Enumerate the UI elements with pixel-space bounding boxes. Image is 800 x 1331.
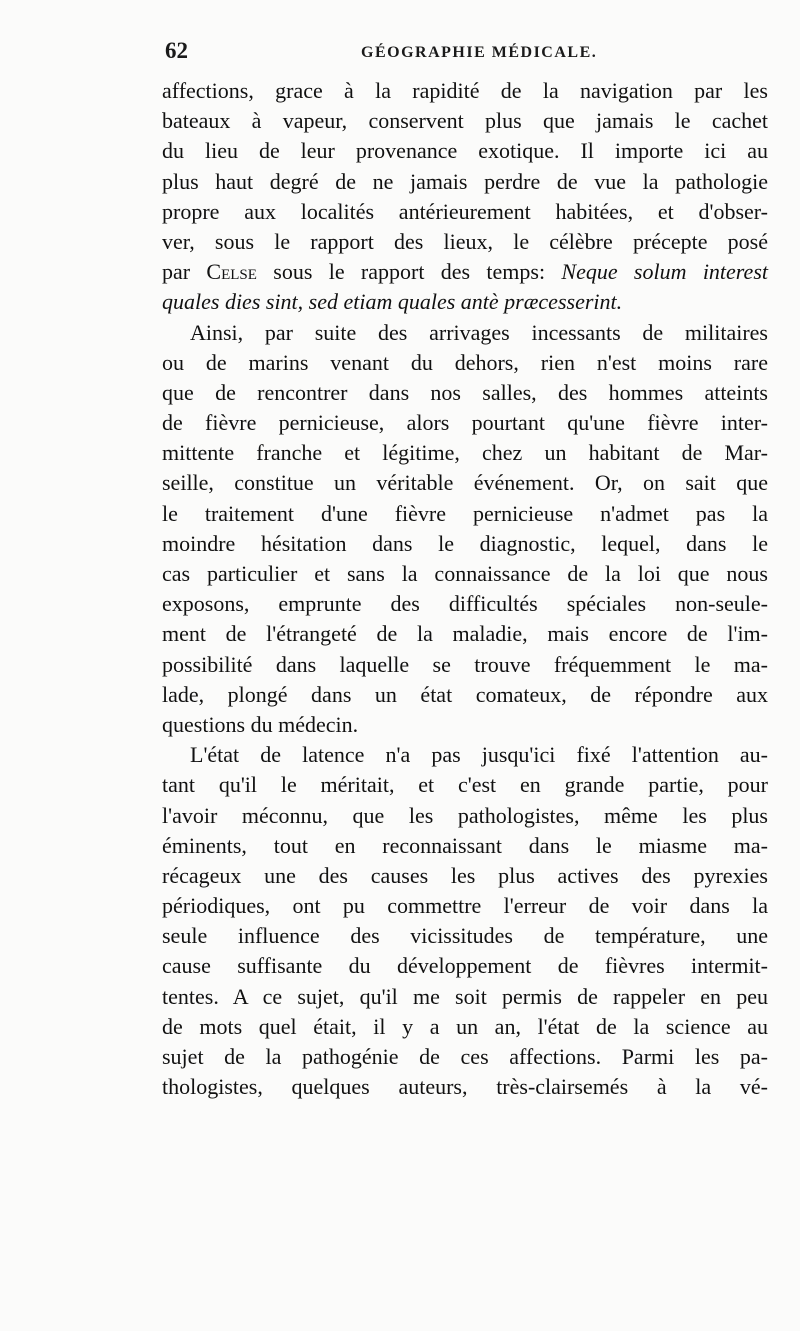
text-line: cause suffisante du développement de fièvres intermit- (162, 953, 768, 979)
text-line: bateaux à vapeur, conservent plus que jamais le cachet (162, 108, 768, 134)
text-line: périodiques, ont pu commettre l'erreur de voir dans la (162, 893, 768, 919)
text-line: le traitement d'une fièvre pernicieuse n'admet pas la (162, 500, 768, 526)
text-line: tant qu'il le méritait, et c'est en grande partie, pour (162, 772, 768, 798)
text-line: ment de l'étrangeté de la maladie, mais encore de l'im- (162, 621, 768, 647)
latin-quote: Neque solum interest (561, 259, 768, 285)
text-fragment: sous le rapport des temps: (256, 259, 562, 285)
text-line: que de rencontrer dans nos salles, des hommes atteints (162, 379, 768, 405)
text-line: questions du médecin. (162, 711, 359, 737)
text-line: sujet de la pathogénie de ces affections. Parmi les pa- (162, 1044, 768, 1069)
text-line: du lieu de leur provenance exotique. Il importe ici au (162, 138, 768, 164)
latin-quote: quales dies sint, sed etiam quales antè præcesserint. (162, 289, 623, 315)
paragraph-start-line: Ainsi, par suite des arrivages incessants de militaires (190, 319, 768, 345)
text-line: cas particulier et sans la connaissance de la loi que nous (162, 561, 768, 586)
text-line: de mots quel était, il y a un an, l'état de la science au (162, 1013, 768, 1039)
paragraph-start-line: L'état de latence n'a pas jusqu'ici fixé l'attention au- (190, 742, 768, 768)
text-line: exposons, emprunte des difficultés spéciales non-seule- (162, 591, 768, 617)
text-line: tentes. A ce sujet, qu'il me soit permis de rappeler en peu (162, 983, 768, 1009)
text-line: mittente franche et légitime, chez un habitant de Mar- (162, 440, 768, 466)
text-line: propre aux localités antérieurement habitées, et d'obser- (162, 198, 768, 224)
text-line: lade, plongé dans un état comateux, de répondre aux (162, 681, 768, 707)
text-line: de fièvre pernicieuse, alors pourtant qu'une fièvre inter- (162, 410, 768, 436)
text-fragment: par (162, 259, 207, 285)
page-number: 62 (165, 38, 188, 63)
author-name-celse: Celse (206, 259, 257, 285)
text-line: affections, grace à la rapidité de la navigation par les (162, 78, 768, 103)
text-line: moindre hésitation dans le diagnostic, lequel, dans le (162, 530, 768, 556)
body-text (162, 76, 768, 1102)
running-title: GÉOGRAPHIE MÉDICALE. (361, 44, 598, 61)
text-line: seille, constitue un véritable événement. Or, on sait que (162, 470, 768, 496)
text-line: ver, sous le rapport des lieux, le célèbre précepte posé (162, 228, 768, 254)
text-line: récageux une des causes les plus actives des pyrexies (162, 862, 768, 888)
text-line: ou de marins venant du dehors, rien n'est moins rare (162, 349, 768, 375)
page-header (165, 30, 765, 70)
text-line-citation (162, 257, 768, 287)
text-line: thologistes, quelques auteurs, très-clairsemés à la vé- (162, 1074, 768, 1100)
text-line-latin (162, 287, 768, 317)
text-line: seule influence des vicissitudes de température, une (162, 923, 768, 949)
text-line: éminents, tout en reconnaissant dans le miasme ma- (162, 832, 768, 858)
text-line: possibilité dans laquelle se trouve fréquemment le ma- (162, 651, 768, 677)
text-line: l'avoir méconnu, que les pathologistes, même les plus (162, 802, 768, 828)
text-line: plus haut degré de ne jamais perdre de vue la pathologie (162, 168, 768, 194)
